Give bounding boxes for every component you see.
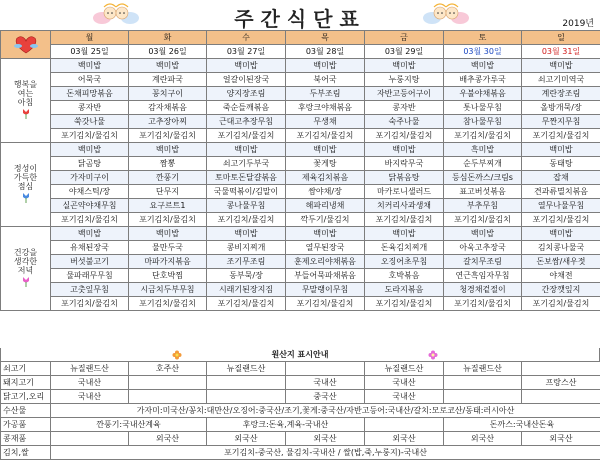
meal-label-line: 가득한 [1, 173, 50, 182]
menu-cell: 포기김치/물김치 [444, 129, 522, 143]
menu-cell: 배추콩가루국 [444, 73, 522, 87]
menu-cell: 올방개묵/장 [522, 101, 600, 115]
menu-cell: 콩나물무침 [207, 199, 286, 213]
origin-row-pork [1, 376, 600, 390]
origin-cell [365, 418, 444, 432]
date-header: 03월 30일 [444, 45, 522, 59]
menu-cell: 깐풍기 [129, 171, 207, 185]
meal-label-line: 건강을 [1, 248, 50, 257]
menu-cell: 연근흑임자무침 [444, 269, 522, 283]
menu-cell: 포기김치/물김치 [286, 297, 365, 311]
menu-row [1, 143, 600, 157]
menu-cell: 포기김치/물김치 [207, 297, 286, 311]
menu-cell: 백미밥 [365, 143, 444, 157]
menu-cell: 고추장아찌 [129, 115, 207, 129]
menu-cell: 견과류멸치볶음 [522, 185, 600, 199]
menu-row [1, 227, 600, 241]
date-header: 03월 26일 [129, 45, 207, 59]
menu-cell: 마카로니샐러드 [365, 185, 444, 199]
date-header: 03월 29일 [365, 45, 444, 59]
origin-cell [522, 362, 600, 376]
menu-cell: 요구르트1 [129, 199, 207, 213]
menu-cell: 백미밥 [286, 143, 365, 157]
menu-cell: 부추무침 [444, 199, 522, 213]
menu-cell: 버섯불고기 [51, 255, 129, 269]
day-header: 일 [522, 31, 600, 45]
menu-row [1, 59, 600, 73]
day-header: 금 [365, 31, 444, 45]
menu-cell: 포기김치/물김치 [522, 129, 600, 143]
day-header: 화 [129, 31, 207, 45]
menu-cell: 어묵국 [51, 73, 129, 87]
menu-cell: 실곤약야채무침 [51, 199, 129, 213]
meal-icon-wrap [21, 112, 31, 121]
menu-cell: 단무지 [129, 185, 207, 199]
menu-cell: 시금치두부무침 [129, 283, 207, 297]
page-title: 주간식단표 [0, 3, 600, 32]
menu-cell: 콩자반 [51, 101, 129, 115]
menu-cell: 무생채 [286, 115, 365, 129]
date-header: 03월 28일 [286, 45, 365, 59]
origin-row-beef [1, 362, 600, 376]
menu-cell: 쌈야채/장 [286, 185, 365, 199]
origin-label: 쇠고기 [1, 362, 51, 376]
menu-cell: 백미밥 [444, 227, 522, 241]
origin-notice-title: 원산지 표시안내 [0, 348, 600, 361]
menu-cell: 백미밥 [207, 59, 286, 73]
menu-row [1, 185, 600, 199]
origin-cell: 국내산 [51, 376, 129, 390]
menu-cell: 쇠고기미역국 [522, 73, 600, 87]
angel-decoration-icon [418, 1, 474, 29]
menu-row [1, 199, 600, 213]
menu-cell: 바지락무국 [365, 157, 444, 171]
origin-cell: 뉴질랜드산 [207, 362, 286, 376]
menu-cell: 돈육김치찌개 [365, 241, 444, 255]
menu-cell: 해파리냉채 [286, 199, 365, 213]
menu-cell: 백미밥 [207, 227, 286, 241]
date-header: 03월 31일 [522, 45, 600, 59]
origin-cell: 뉴질랜드산 [51, 362, 129, 376]
menu-row [1, 269, 600, 283]
menu-cell: 백미밥 [129, 227, 207, 241]
menu-cell: 포기김치/물김치 [129, 129, 207, 143]
menu-cell: 백미밥 [51, 59, 129, 73]
menu-cell: 포기김치/물김치 [51, 213, 129, 227]
menu-row [1, 283, 600, 297]
menu-cell: 톳나물무침 [444, 101, 522, 115]
menu-cell: 포기김치/물김치 [365, 297, 444, 311]
origin-cell: 국내산 [365, 390, 444, 404]
menu-cell: 야채스틱/장 [51, 185, 129, 199]
flower-icon [428, 350, 438, 360]
origin-cell [522, 390, 600, 404]
menu-cell: 치커리사과생채 [365, 199, 444, 213]
meal-label-line: 아침 [1, 98, 50, 107]
tulip-icon [21, 191, 31, 203]
menu-cell: 물파래무무침 [51, 269, 129, 283]
menu-cell: 흑미밥 [444, 143, 522, 157]
origin-label: 김치,쌀 [1, 446, 51, 460]
menu-row [1, 255, 600, 269]
menu-cell: 두부조림 [286, 87, 365, 101]
menu-cell: 제육김치볶음 [286, 171, 365, 185]
menu-cell: 포기김치/물김치 [522, 213, 600, 227]
menu-row [1, 241, 600, 255]
origin-cell: 외국산 [129, 432, 207, 446]
menu-cell: 콩비지찌개 [207, 241, 286, 255]
menu-cell: 순두부찌개 [444, 157, 522, 171]
meal-label-line: 여는 [1, 89, 50, 98]
menu-cell: 백미밥 [129, 59, 207, 73]
day-header: 목 [286, 31, 365, 45]
menu-cell: 꽁치구이 [129, 87, 207, 101]
menu-cell: 백미밥 [522, 143, 600, 157]
menu-cell: 쑥갓나물 [51, 115, 129, 129]
origin-cell: 뉴질랜드산 [444, 362, 522, 376]
menu-cell: 고춧잎무침 [51, 283, 129, 297]
menu-cell: 죽순들깨볶음 [207, 101, 286, 115]
menu-cell: 잡채 [522, 171, 600, 185]
meal-icon-wrap [21, 280, 31, 289]
menu-cell: 백미밥 [286, 227, 365, 241]
menu-cell: 아욱고추장국 [444, 241, 522, 255]
origin-row-processed [1, 418, 600, 432]
menu-row [1, 101, 600, 115]
menu-cell: 포기김치/물김치 [444, 213, 522, 227]
origin-table [0, 361, 600, 460]
menu-cell: 표고버섯볶음 [444, 185, 522, 199]
origin-cell: 중국산 [286, 390, 365, 404]
corner-heart-cell [1, 31, 51, 59]
date-header: 03월 25일 [51, 45, 129, 59]
meal-label-line: 저녁 [1, 266, 50, 275]
menu-cell: 짬뽕 [129, 157, 207, 171]
menu-row [1, 157, 600, 171]
menu-cell: 숙주나물 [365, 115, 444, 129]
origin-cell: 국내산 [51, 390, 129, 404]
menu-cell: 청경채겉절이 [444, 283, 522, 297]
origin-cell: 가자미:미국산/꽁치:대만산/오징어:중국산/조기,꽃게:중국산/자반고등어:국내산/갈치:모로코산/동태:러시아산 [51, 404, 600, 418]
menu-cell: 포기김치/물김치 [286, 129, 365, 143]
menu-cell: 열무된장국 [286, 241, 365, 255]
menu-cell: 누룽지탕 [365, 73, 444, 87]
menu-cell: 북어국 [286, 73, 365, 87]
origin-cell: 외국산 [365, 432, 444, 446]
origin-cell: 깐풍기:국내산계육 [51, 418, 207, 432]
origin-label: 수산물 [1, 404, 51, 418]
menu-cell: 감자채볶음 [129, 101, 207, 115]
menu-cell: 깍두기/물김치 [286, 213, 365, 227]
menu-cell: 포기김치/물김치 [129, 213, 207, 227]
origin-label: 콩재품 [1, 432, 51, 446]
origin-cell: 포기김치-중국산, 물김치-국내산 / 쌀(밥,죽,누룽지)-국내산 [51, 446, 600, 460]
menu-cell: 동부묵/장 [207, 269, 286, 283]
menu-cell: 돈보쌈/새우젓 [522, 255, 600, 269]
origin-row-soy [1, 432, 600, 446]
day-header: 월 [51, 31, 129, 45]
menu-row [1, 297, 600, 311]
menu-cell: 백미밥 [51, 143, 129, 157]
menu-cell: 마파가지볶음 [129, 255, 207, 269]
menu-cell: 호박볶음 [365, 269, 444, 283]
menu-cell: 무말랭이무침 [286, 283, 365, 297]
menu-cell: 등심돈까스/크림s [444, 171, 522, 185]
menu-cell: 꽃게탕 [286, 157, 365, 171]
origin-cell [444, 390, 522, 404]
origin-label: 가공품 [1, 418, 51, 432]
menu-cell: 후랑크야채볶음 [286, 101, 365, 115]
menu-cell: 야채전 [522, 269, 600, 283]
menu-cell: 백미밥 [286, 59, 365, 73]
meal-label-line: 생각한 [1, 257, 50, 266]
menu-cell: 포기김치/물김치 [51, 297, 129, 311]
origin-cell [207, 376, 286, 390]
menu-cell: 포기김치/물김치 [444, 297, 522, 311]
origin-cell: 외국산 [286, 432, 365, 446]
weekly-menu-table [0, 30, 600, 311]
menu-row [1, 171, 600, 185]
menu-row [1, 87, 600, 101]
meal-label [1, 59, 51, 143]
meal-icon-wrap [21, 196, 31, 205]
menu-cell: 김치콩나물국 [522, 241, 600, 255]
menu-cell: 백미밥 [365, 227, 444, 241]
origin-cell: 외국산 [207, 432, 286, 446]
menu-cell: 양지장조림 [207, 87, 286, 101]
menu-cell: 계란장조림 [522, 87, 600, 101]
menu-cell: 열무나물무침 [522, 199, 600, 213]
year-label: 2019년 [562, 16, 594, 29]
origin-cell [444, 376, 522, 390]
flower-icon [172, 350, 182, 360]
origin-cell: 후랑크:돈육,계육-국내산 [207, 418, 365, 432]
menu-cell: 백미밥 [51, 227, 129, 241]
menu-row [1, 213, 600, 227]
origin-cell: 돈까스:국내산돈육 [444, 418, 600, 432]
menu-cell: 계란파국 [129, 73, 207, 87]
origin-label: 돼지고기 [1, 376, 51, 390]
menu-cell: 쇠고기두부국 [207, 157, 286, 171]
menu-cell: 근대고추장무침 [207, 115, 286, 129]
origin-cell: 뉴질랜드산 [365, 362, 444, 376]
origin-cell: 프랑스산 [522, 376, 600, 390]
origin-row-kimchi [1, 446, 600, 460]
menu-cell: 물만두국 [129, 241, 207, 255]
origin-cell [51, 432, 129, 446]
tulip-icon [21, 275, 31, 287]
menu-cell: 포기김치/물김치 [51, 129, 129, 143]
menu-cell: 가자미구이 [51, 171, 129, 185]
menu-cell: 포기김치/물김치 [207, 213, 286, 227]
menu-cell: 자반고등어구이 [365, 87, 444, 101]
origin-cell: 호주산 [129, 362, 207, 376]
menu-cell: 무짠지무침 [522, 115, 600, 129]
menu-cell: 참나물무침 [444, 115, 522, 129]
meal-label-line: 정성이 [1, 164, 50, 173]
menu-cell: 간장깻잎지 [522, 283, 600, 297]
menu-cell: 콩자반 [365, 101, 444, 115]
origin-cell [207, 390, 286, 404]
origin-row-seafood [1, 404, 600, 418]
menu-cell: 토마토돈달걀볶음 [207, 171, 286, 185]
menu-cell: 백미밥 [207, 143, 286, 157]
origin-cell [129, 390, 207, 404]
menu-cell: 단호박찜 [129, 269, 207, 283]
origin-cell [129, 376, 207, 390]
day-header: 수 [207, 31, 286, 45]
menu-cell: 부들어묵파채볶음 [286, 269, 365, 283]
menu-cell: 포기김치/물김치 [522, 297, 600, 311]
menu-cell: 훈제오리야채볶음 [286, 255, 365, 269]
menu-cell: 포기김치/물김치 [207, 129, 286, 143]
origin-label: 닭고기,오리 [1, 390, 51, 404]
menu-cell: 얼갈이된장국 [207, 73, 286, 87]
origin-cell: 국내산 [286, 376, 365, 390]
menu-row [1, 73, 600, 87]
menu-cell: 동태탕 [522, 157, 600, 171]
menu-cell: 돈채피망볶음 [51, 87, 129, 101]
meal-label [1, 227, 51, 311]
menu-cell: 갈치무조림 [444, 255, 522, 269]
origin-cell: 국내산 [365, 376, 444, 390]
menu-cell: 오징어초무침 [365, 255, 444, 269]
date-header: 03월 27일 [207, 45, 286, 59]
menu-cell: 국물떡볶이/김말이 [207, 185, 286, 199]
day-header: 토 [444, 31, 522, 45]
menu-cell: 백미밥 [444, 59, 522, 73]
menu-cell: 백미밥 [522, 59, 600, 73]
meal-label-line: 점심 [1, 182, 50, 191]
menu-row [1, 129, 600, 143]
origin-cell [286, 362, 365, 376]
menu-cell: 도라지볶음 [365, 283, 444, 297]
origin-row-chicken [1, 390, 600, 404]
heart-icon [13, 35, 39, 55]
meal-label-line: 행복을 [1, 80, 50, 89]
page-header [0, 0, 600, 30]
menu-row [1, 115, 600, 129]
menu-cell: 조기무조림 [207, 255, 286, 269]
menu-cell: 포기김치/물김치 [129, 297, 207, 311]
menu-cell: 우불야채볶음 [444, 87, 522, 101]
menu-cell: 백미밥 [522, 227, 600, 241]
tulip-icon [21, 107, 31, 119]
origin-cell: 외국산 [444, 432, 522, 446]
origin-cell: 외국산 [522, 432, 600, 446]
menu-cell: 시래기된장지짐 [207, 283, 286, 297]
menu-cell: 포기김치/물김치 [365, 129, 444, 143]
menu-cell: 백미밥 [365, 59, 444, 73]
menu-cell: 닭볶음탕 [365, 171, 444, 185]
menu-cell: 유채된장국 [51, 241, 129, 255]
menu-cell: 백미밥 [129, 143, 207, 157]
meal-label [1, 143, 51, 227]
menu-cell: 포기김치/물김치 [365, 213, 444, 227]
menu-cell: 닭곰탕 [51, 157, 129, 171]
